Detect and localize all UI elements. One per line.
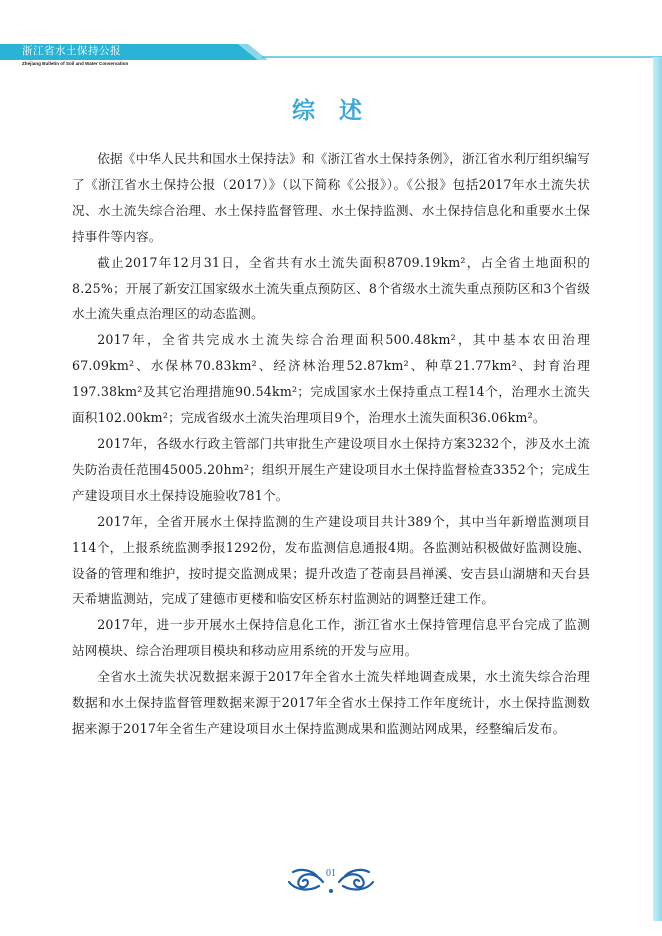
paragraph-monitoring: 2017年，全省开展水土保持监测的生产建设项目共计389个，其中当年新增监测项目114个，上报系统监测季报1292份，发布监测信息通报4期。各监测站积极做好监测设施、设备的管理和维护，按时提交监测成果；提升改造了苍南县昌禅溪、安吉县山湖塘和天台县天希塘监测站，完成了建德市更楼和临安区桥东村监测站的调整迁建工作。 [72,513,590,607]
page-number: 01 [326,868,336,879]
paragraph-supervision: 2017年，各级水行政主管部门共审批生产建设项目水土保持方案3232个，涉及水土流失防治责任范围45005.20hm²；组织开展生产建设项目水土保持监督检查3352个；完成生产建设项目水土保持设施验收781个。 [72,435,590,503]
bulletin-subtitle: Zhejiang Bulletin of Soil and Water Conservation [22,61,129,66]
article-body [72,146,590,742]
paragraph-intro: 依据《中华人民共和国水土保持法》和《浙江省水土保持条例》，浙江省水利厅组织编写了《浙江省水土保持公报（2017）》（以下简称《公报》）。《公报》包括2017年水土流失状况、水土流失综合治理、水土保持监督管理、水土保持监测、水土保持信息化和重要水土保持事件等内容。 [72,151,590,244]
paragraph-informatization: 2017年，进一步开展水土保持信息化工作，浙江省水土保持管理信息平台完成了监测站网模块、综合治理项目模块和移动应用系统的开发与应用。 [72,617,590,659]
paragraph-comprehensive-treatment: 2017年，全省共完成水土流失综合治理面积500.48km²，其中基本农田治理67.09km²、水保林70.83km²、经济林治理52.87km²、种草21.77km²、封育治理197.38km²及其它治理措施90.54km²；完成国家水土保持重点工程14个，治理水土流失面积102.00km²；完成省级水土流失治理项目9个，治理水土流失面积36.06km²。 [72,332,590,426]
right-edge-bar [653,57,662,921]
bulletin-title: 浙江省水土保持公报 [22,45,121,57]
paragraph-erosion-status: 截止2017年12月31日，全省共有水土流失面积8709.19km²，占全省土地面积的8.25%；开展了新安江国家级水土流失重点预防区、8个省级水土流失重点预防区和3个省级水土流失重点治理区的动态监测。 [72,254,591,322]
paragraph-data-sources: 全省水土流失状况数据来源于2017年全省水土流失样地调查成果，水土流失综合治理数据和水土保持监督管理数据来源于2017年全省水土保持工作年度统计，水土保持监测数据来源于2017年全省生产建设项目水土保持监测成果和监测站网成果，经整编后发布。 [72,669,590,736]
page-title: 综 述 [291,98,370,124]
